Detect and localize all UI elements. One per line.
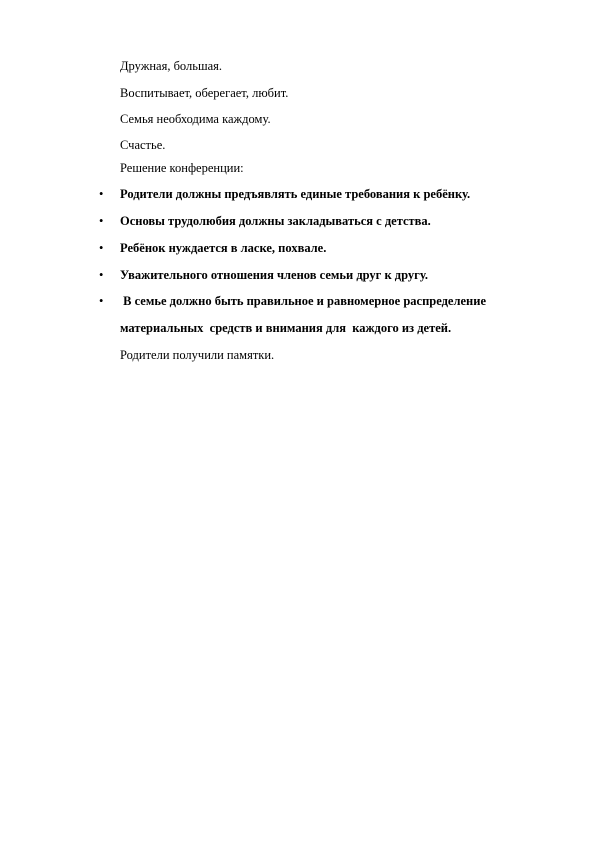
- decision-item-5: В семье должно быть правильное и равномерное распределение: [120, 294, 486, 308]
- decision-heading: Решение конференции:: [120, 161, 244, 175]
- bullet-5: •: [99, 294, 104, 308]
- bullet-1: •: [99, 187, 104, 201]
- answer-line-4: Счастье.: [120, 138, 166, 152]
- decision-item-5-continued: материальных средств и внимания для каждого из детей.: [120, 321, 452, 335]
- decision-item-4: Уважительного отношения членов семьи друг к другу.: [120, 268, 428, 282]
- bullet-4: •: [99, 268, 104, 282]
- closing-line: Родители получили памятки.: [120, 348, 275, 362]
- answer-line-2: Воспитывает, оберегает, любит.: [120, 86, 289, 100]
- bullet-3: •: [99, 241, 104, 255]
- bullet-2: •: [99, 214, 104, 228]
- decision-item-3: Ребёнок нуждается в ласке, похвале.: [120, 241, 327, 255]
- answer-line-3: Семья необходима каждому.: [120, 112, 271, 126]
- decision-item-1: Родители должны предъявлять единые требования к ребёнку.: [120, 187, 471, 201]
- answer-line-1: Дружная, большая.: [120, 59, 223, 73]
- decision-item-2: Основы трудолюбия должны закладываться с детства.: [120, 214, 431, 228]
